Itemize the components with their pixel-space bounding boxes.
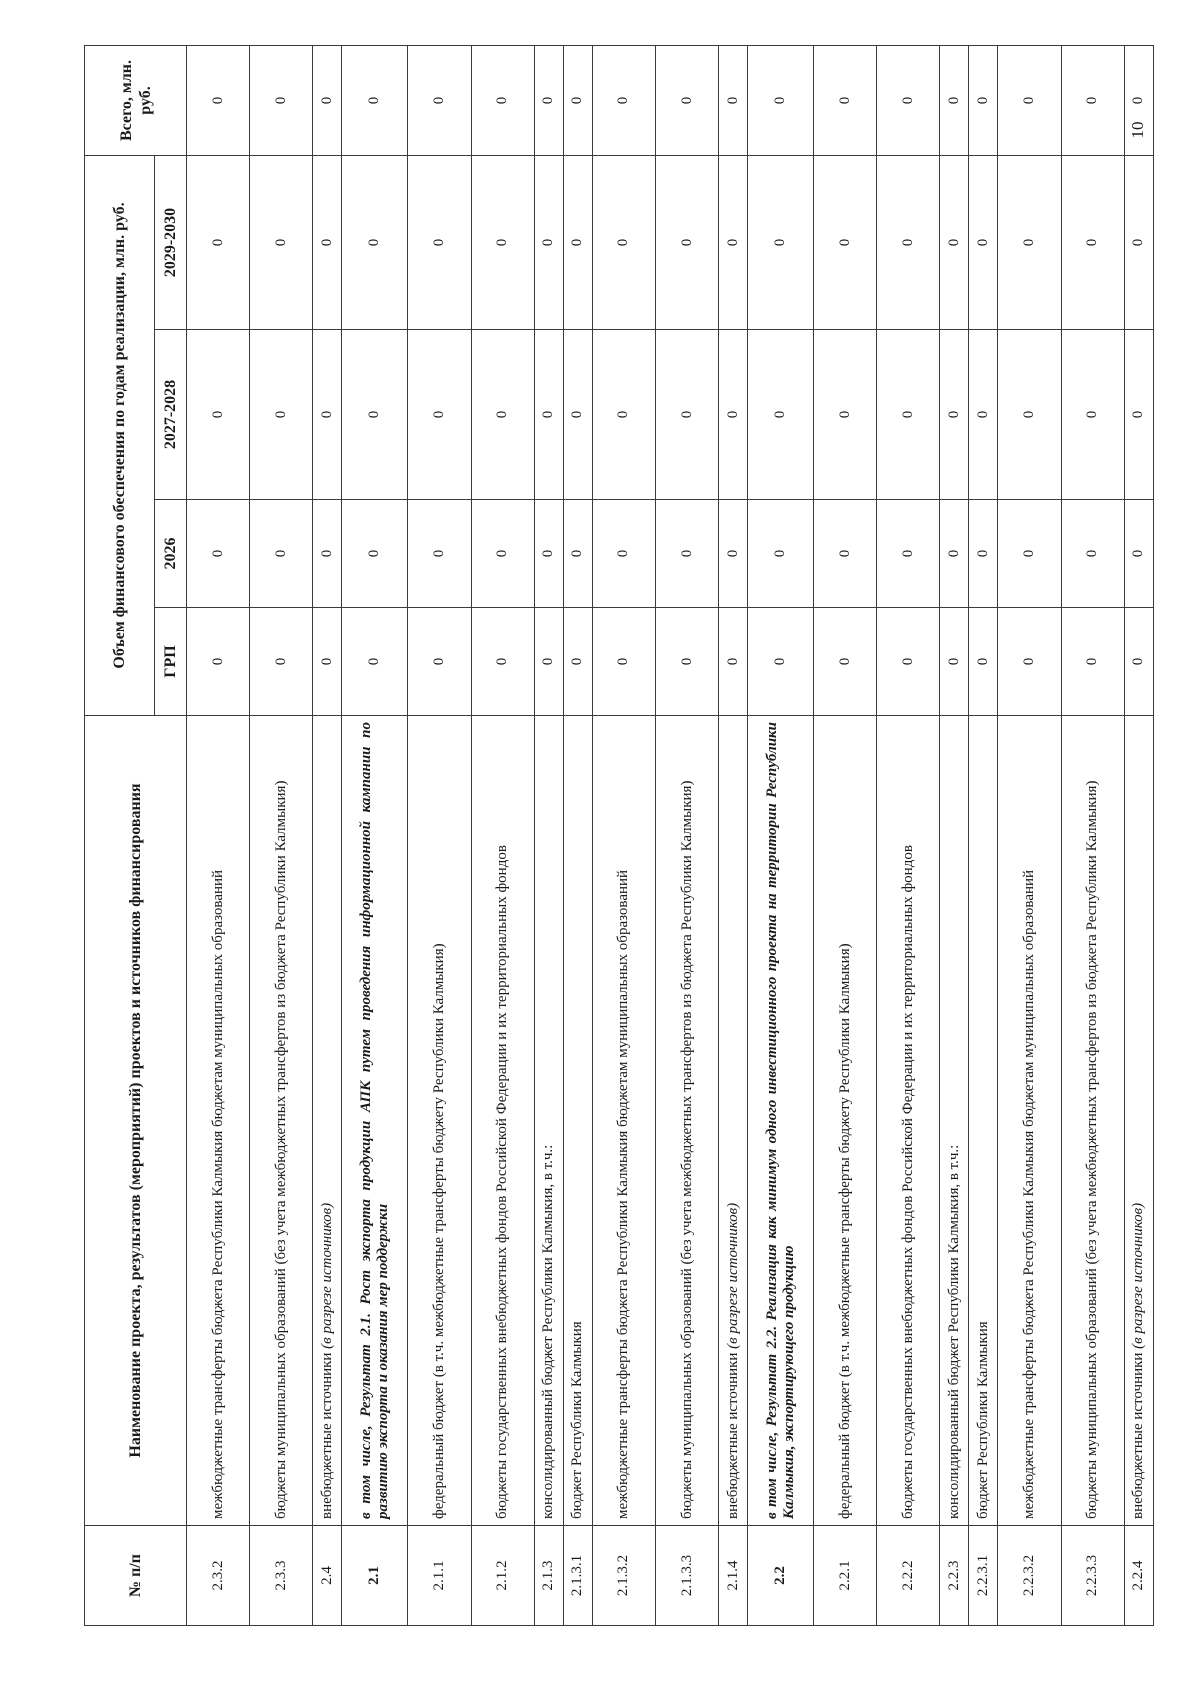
table-row xyxy=(408,45,471,1625)
value-2029-2030: 0 xyxy=(877,155,940,329)
header-total: Всего, млн. руб. xyxy=(85,45,187,155)
value-2026: 0 xyxy=(719,500,748,608)
value-2027-2028: 0 xyxy=(187,330,250,500)
row-number: 2.3.3 xyxy=(250,1526,313,1626)
row-name-text: внебюджетные источники xyxy=(318,1348,335,1519)
value-2027-2028: 0 xyxy=(1061,330,1124,500)
value-2026: 0 xyxy=(563,500,592,608)
table-row xyxy=(748,45,814,1625)
row-name-note: (в разрезе источников) xyxy=(1130,1202,1147,1349)
value-2026: 0 xyxy=(1124,500,1153,608)
value-grp: 0 xyxy=(471,608,534,716)
row-name xyxy=(534,716,563,1526)
value-2029-2030: 0 xyxy=(408,155,471,329)
row-number: 2.1.3.3 xyxy=(655,1526,718,1626)
row-name xyxy=(187,716,250,1526)
value-2026: 0 xyxy=(313,500,342,608)
row-name xyxy=(814,716,877,1526)
value-2029-2030: 0 xyxy=(1061,155,1124,329)
value-total: 0 xyxy=(1061,45,1124,155)
value-total: 0 xyxy=(814,45,877,155)
table-row xyxy=(534,45,563,1625)
value-total: 0 xyxy=(471,45,534,155)
value-grp: 0 xyxy=(748,608,814,716)
value-total: 0 xyxy=(250,45,313,155)
value-2027-2028: 0 xyxy=(342,330,408,500)
value-total: 0 xyxy=(563,45,592,155)
value-total: 0 xyxy=(592,45,655,155)
header-2027-2028: 2027-2028 xyxy=(155,330,187,500)
value-2029-2030: 0 xyxy=(969,155,998,329)
value-grp: 0 xyxy=(969,608,998,716)
value-2026: 0 xyxy=(748,500,814,608)
table-row xyxy=(877,45,940,1625)
row-name xyxy=(719,716,748,1526)
value-2029-2030: 0 xyxy=(250,155,313,329)
value-2026: 0 xyxy=(471,500,534,608)
value-2027-2028: 0 xyxy=(534,330,563,500)
row-name-text: консолидированный бюджет Республики Калмыкия, в т.ч.: xyxy=(945,1144,962,1519)
value-2027-2028: 0 xyxy=(563,330,592,500)
row-name xyxy=(969,716,998,1526)
row-number: 2.2 xyxy=(748,1526,814,1626)
row-name-note: (в разрезе источников) xyxy=(318,1202,335,1349)
row-name-text: межбюджетные трансферты бюджета Республики Калмыкия бюджетам муниципальных образований xyxy=(615,869,632,1519)
value-total: 0 xyxy=(1124,45,1153,155)
row-name-text: консолидированный бюджет Республики Калмыкия, в т.ч.: xyxy=(540,1144,557,1519)
row-number: 2.4 xyxy=(313,1526,342,1626)
value-grp: 0 xyxy=(1124,608,1153,716)
row-number: 2.1.4 xyxy=(719,1526,748,1626)
value-2029-2030: 0 xyxy=(1124,155,1153,329)
table-row xyxy=(471,45,534,1625)
row-number: 2.1.1 xyxy=(408,1526,471,1626)
value-total: 0 xyxy=(748,45,814,155)
table-row xyxy=(592,45,655,1625)
table-row xyxy=(814,45,877,1625)
row-name-text: бюджеты государственных внебюджетных фондов Российской Федерации и их территориальных фондов xyxy=(494,845,511,1519)
value-2027-2028: 0 xyxy=(1124,330,1153,500)
value-grp: 0 xyxy=(534,608,563,716)
value-2027-2028: 0 xyxy=(877,330,940,500)
funding-table xyxy=(84,45,1154,1626)
header-num: № п/п xyxy=(85,1526,187,1626)
row-number: 2.1.2 xyxy=(471,1526,534,1626)
value-total: 0 xyxy=(940,45,969,155)
value-2026: 0 xyxy=(1061,500,1124,608)
row-name xyxy=(563,716,592,1526)
row-number: 2.2.2 xyxy=(877,1526,940,1626)
row-name xyxy=(313,716,342,1526)
value-total: 0 xyxy=(719,45,748,155)
value-total: 0 xyxy=(313,45,342,155)
row-name-text: бюджет Республики Калмыкия xyxy=(974,1321,991,1519)
table-row xyxy=(998,45,1061,1625)
table-row xyxy=(187,45,250,1625)
row-number: 2.1.3.2 xyxy=(592,1526,655,1626)
row-number: 2.1.3 xyxy=(534,1526,563,1626)
value-grp: 0 xyxy=(719,608,748,716)
row-name xyxy=(998,716,1061,1526)
value-2026: 0 xyxy=(342,500,408,608)
rotated-table-container xyxy=(84,46,1154,1626)
table-row xyxy=(342,45,408,1625)
row-name xyxy=(877,716,940,1526)
row-number: 2.2.1 xyxy=(814,1526,877,1626)
value-2027-2028: 0 xyxy=(313,330,342,500)
value-2026: 0 xyxy=(187,500,250,608)
row-number: 2.2.3 xyxy=(940,1526,969,1626)
row-name-text: федеральный бюджет (в т.ч. межбюджетные трансферты бюджету Республики Калмыкия) xyxy=(430,943,447,1519)
value-grp: 0 xyxy=(877,608,940,716)
row-name-text: бюджеты муниципальных образований (без учета межбюджетных трансфертов из бюджета Республики Калмыкия) xyxy=(1084,780,1101,1519)
row-name xyxy=(1061,716,1124,1526)
page-number: 10 xyxy=(1128,121,1147,139)
row-number: 2.2.4 xyxy=(1124,1526,1153,1626)
value-2027-2028: 0 xyxy=(655,330,718,500)
value-grp: 0 xyxy=(592,608,655,716)
table-row xyxy=(969,45,998,1625)
row-name-text: в том числе, Результат 2.2. Реализация как минимум одного инвестиционного проекта на территории Республики Калмыкия, экспортирующего продукцию xyxy=(763,722,797,1519)
header-grp: ГРП xyxy=(155,608,187,716)
value-2026: 0 xyxy=(814,500,877,608)
row-name-text: федеральный бюджет (в т.ч. межбюджетные трансферты бюджету Республики Калмыкия) xyxy=(836,943,853,1519)
row-number: 2.1 xyxy=(342,1526,408,1626)
value-total: 0 xyxy=(342,45,408,155)
row-name-text: бюджеты муниципальных образований (без учета межбюджетных трансфертов из бюджета Республики Калмыкия) xyxy=(678,780,695,1519)
value-grp: 0 xyxy=(940,608,969,716)
header-funding-group: Объем финансового обеспечения по годам реализации, млн. руб. xyxy=(85,155,155,715)
value-2027-2028: 0 xyxy=(592,330,655,500)
value-grp: 0 xyxy=(408,608,471,716)
row-name xyxy=(748,716,814,1526)
row-name-text: бюджеты государственных внебюджетных фондов Российской Федерации и их территориальных фондов xyxy=(899,845,916,1519)
value-2026: 0 xyxy=(408,500,471,608)
table-row xyxy=(313,45,342,1625)
row-name-text: бюджет Республики Калмыкия xyxy=(569,1321,586,1519)
row-name-text: межбюджетные трансферты бюджета Республики Калмыкия бюджетам муниципальных образований xyxy=(209,869,226,1519)
value-2027-2028: 0 xyxy=(250,330,313,500)
value-grp: 0 xyxy=(1061,608,1124,716)
row-number: 2.1.3.1 xyxy=(563,1526,592,1626)
value-2026: 0 xyxy=(877,500,940,608)
value-2029-2030: 0 xyxy=(748,155,814,329)
value-2027-2028: 0 xyxy=(748,330,814,500)
value-2029-2030: 0 xyxy=(563,155,592,329)
value-grp: 0 xyxy=(655,608,718,716)
value-total: 0 xyxy=(998,45,1061,155)
table-row xyxy=(1124,45,1153,1625)
header-2029-2030: 2029-2030 xyxy=(155,155,187,329)
value-2027-2028: 0 xyxy=(471,330,534,500)
value-grp: 0 xyxy=(342,608,408,716)
value-grp: 0 xyxy=(563,608,592,716)
table-row xyxy=(719,45,748,1625)
row-name-text: межбюджетные трансферты бюджета Республики Калмыкия бюджетам муниципальных образований xyxy=(1021,869,1038,1519)
value-2027-2028: 0 xyxy=(940,330,969,500)
table-row xyxy=(940,45,969,1625)
table-row xyxy=(250,45,313,1625)
value-2029-2030: 0 xyxy=(313,155,342,329)
value-total: 0 xyxy=(187,45,250,155)
row-name xyxy=(592,716,655,1526)
value-2026: 0 xyxy=(655,500,718,608)
row-number: 2.2.3.1 xyxy=(969,1526,998,1626)
row-name xyxy=(342,716,408,1526)
table-row xyxy=(563,45,592,1625)
row-number: 2.3.2 xyxy=(187,1526,250,1626)
row-name xyxy=(471,716,534,1526)
value-grp: 0 xyxy=(313,608,342,716)
value-2026: 0 xyxy=(534,500,563,608)
value-2027-2028: 0 xyxy=(998,330,1061,500)
row-name-text: в том числе, Результат 2.1. Рост экспорта продукции АПК путем проведения информационной кампании по развитию экспорта и оказания мер поддержки xyxy=(357,722,391,1519)
row-name xyxy=(250,716,313,1526)
header-2026: 2026 xyxy=(155,500,187,608)
row-number: 2.2.3.2 xyxy=(998,1526,1061,1626)
value-2026: 0 xyxy=(592,500,655,608)
value-2026: 0 xyxy=(969,500,998,608)
row-name-text: бюджеты муниципальных образований (без учета межбюджетных трансфертов из бюджета Республики Калмыкия) xyxy=(272,780,289,1519)
value-2029-2030: 0 xyxy=(814,155,877,329)
value-2027-2028: 0 xyxy=(719,330,748,500)
row-name-text: внебюджетные источники xyxy=(1130,1348,1147,1519)
value-2026: 0 xyxy=(250,500,313,608)
value-total: 0 xyxy=(655,45,718,155)
row-name xyxy=(655,716,718,1526)
value-grp: 0 xyxy=(187,608,250,716)
value-2027-2028: 0 xyxy=(814,330,877,500)
value-2029-2030: 0 xyxy=(940,155,969,329)
value-2029-2030: 0 xyxy=(998,155,1061,329)
value-2026: 0 xyxy=(998,500,1061,608)
value-2029-2030: 0 xyxy=(534,155,563,329)
value-total: 0 xyxy=(408,45,471,155)
row-name-text: внебюджетные источники xyxy=(724,1348,741,1519)
value-grp: 0 xyxy=(998,608,1061,716)
table-row xyxy=(655,45,718,1625)
row-number: 2.2.3.3 xyxy=(1061,1526,1124,1626)
value-2029-2030: 0 xyxy=(342,155,408,329)
header-name: Наименование проекта, результатов (мероприятий) проектов и источников финансирования xyxy=(85,716,187,1526)
value-2029-2030: 0 xyxy=(187,155,250,329)
value-2029-2030: 0 xyxy=(471,155,534,329)
value-2029-2030: 0 xyxy=(592,155,655,329)
value-2027-2028: 0 xyxy=(969,330,998,500)
table-body xyxy=(187,45,1154,1625)
row-name xyxy=(408,716,471,1526)
row-name-note: (в разрезе источников) xyxy=(724,1202,741,1349)
value-total: 0 xyxy=(534,45,563,155)
table-row xyxy=(1061,45,1124,1625)
value-total: 0 xyxy=(969,45,998,155)
value-2027-2028: 0 xyxy=(408,330,471,500)
row-name xyxy=(940,716,969,1526)
value-grp: 0 xyxy=(814,608,877,716)
value-total: 0 xyxy=(877,45,940,155)
value-2026: 0 xyxy=(940,500,969,608)
value-2029-2030: 0 xyxy=(655,155,718,329)
row-name xyxy=(1124,716,1153,1526)
value-2029-2030: 0 xyxy=(719,155,748,329)
value-grp: 0 xyxy=(250,608,313,716)
